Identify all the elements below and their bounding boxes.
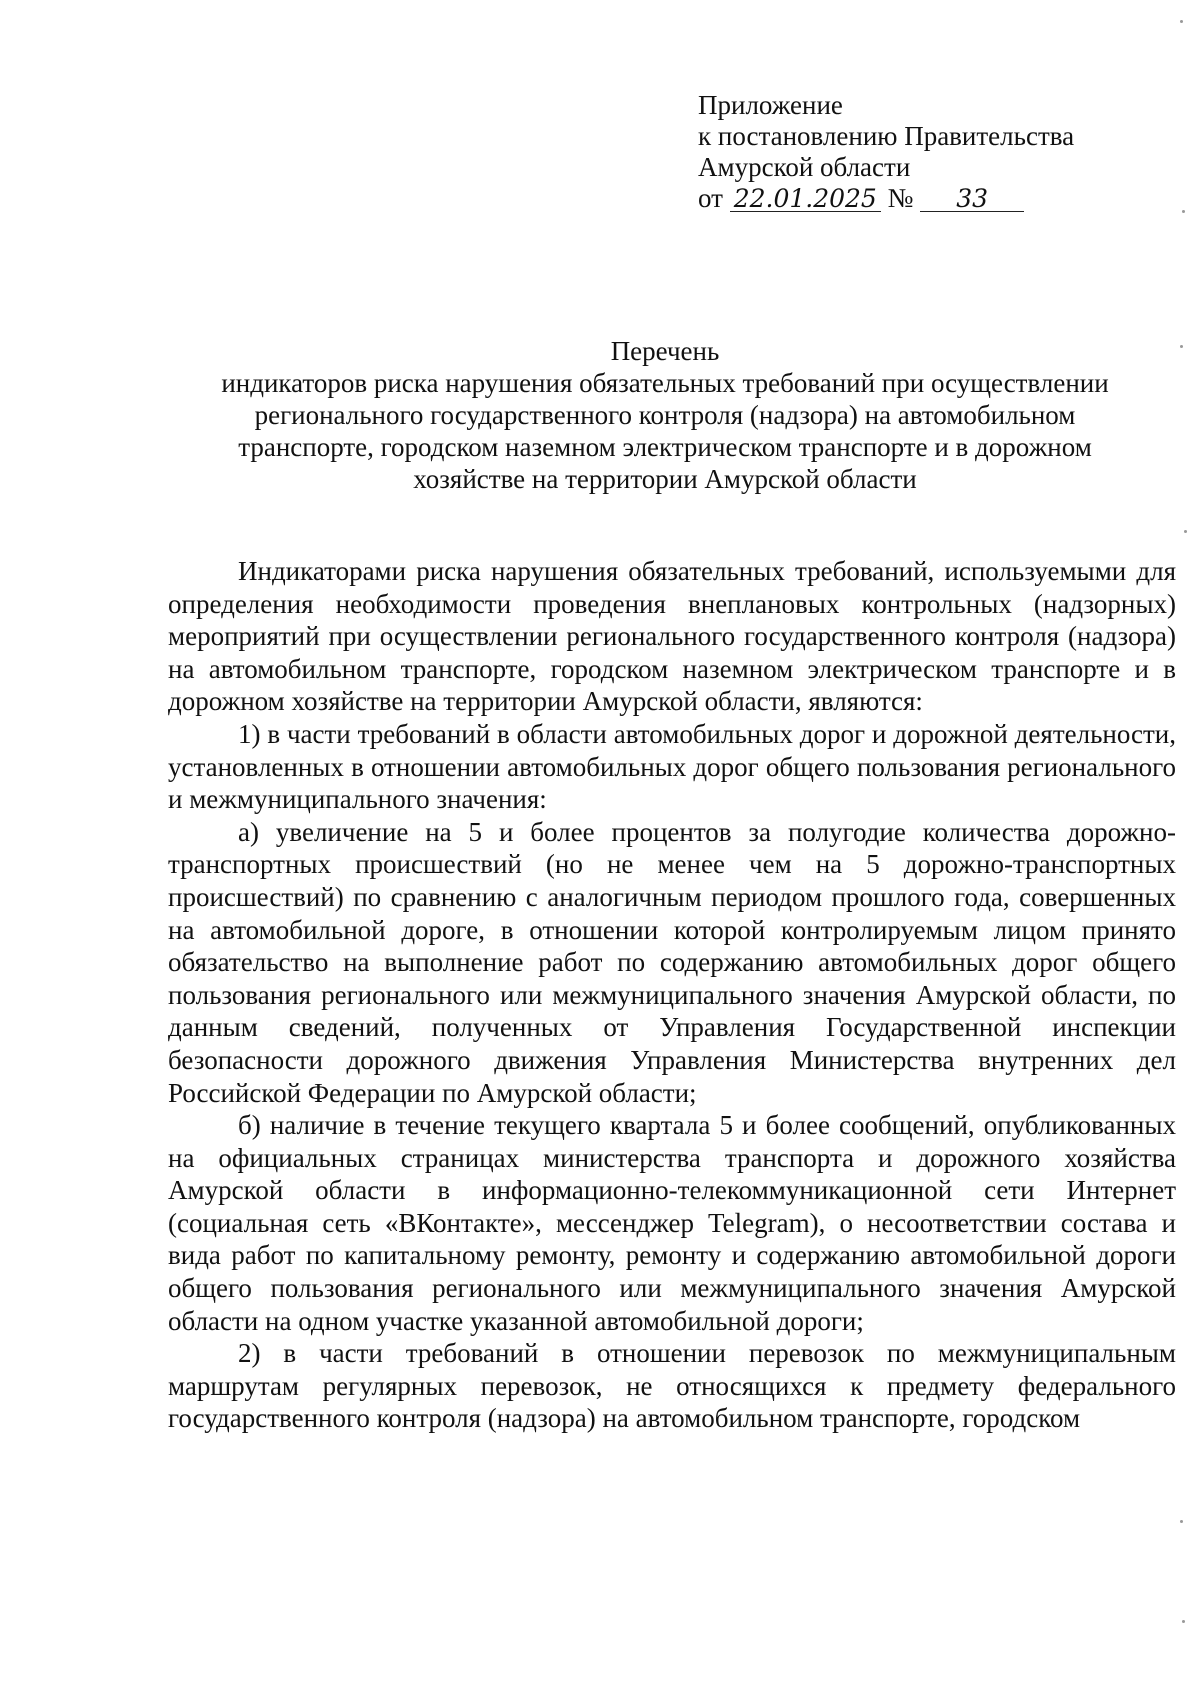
- title-line-3: транспорте, городском наземном электрическом транспорте и в дорожном: [238, 432, 1092, 462]
- title-line-1: индикаторов риска нарушения обязательных требований при осуществлении: [221, 368, 1109, 398]
- intro-paragraph: Индикаторами риска нарушения обязательных требований, используемыми для определения необходимости проведения внеплановых контрольных (надзорных) мероприятий при осуществлении регионального государственного контроля (надзора) на автомобильном транспорте, городском наземном электрическом транспорте и в дорожном хозяйстве на территории Амурской области, являются:: [168, 556, 1176, 717]
- title-line-4: хозяйстве на территории Амурской области: [413, 464, 917, 494]
- scan-artifact: [1182, 1620, 1185, 1623]
- scan-artifact: [1180, 345, 1183, 348]
- item-1-paragraph: 1) в части требований в области автомобильных дорог и дорожной деятельности, установленных в отношении автомобильных дорог общего пользования регионального и межмуниципального значения:: [168, 718, 1176, 815]
- appendix-resolution-ref: к постановлению Правительства: [698, 121, 1075, 151]
- item-1b-paragraph: б) наличие в течение текущего квартала 5 и более сообщений, опубликованных на официальных страницах министерства транспорта и дорожного хозяйства Амурской области в информационно-телекоммуникационной сети Интернет (социальная сеть «ВКонтакте», мессенджер Telegram), о несоответствии состава и вида работ по капитальному ремонту, ремонту и содержанию автомобильной дороги общего пользования регионального или межмуниципального значения Амурской области на одном участке указанной автомобильной дороги;: [168, 1110, 1176, 1336]
- item-1a-paragraph: а) увеличение на 5 и более процентов за полугодие количества дорожно-транспортных происшествий (но не менее чем на 5 дорожно-транспортных происшествий) по сравнению с аналогичным периодом прошлого года, совершенных на автомобильной дороге, в отношении которой контролируемым лицом принято обязательство на выполнение работ по содержанию автомобильных дорог общего пользования регионального или межмуниципального значения Амурской области, по данным сведений, полученных от Управления Государственной инспекции безопасности дорожного движения Управления Министерства внутренних дел Российской Федерации по Амурской области;: [168, 816, 1176, 1108]
- title-line-2: регионального государственного контроля (надзора) на автомобильном: [254, 400, 1076, 430]
- document-title: [150, 335, 1180, 495]
- scan-artifact: [1180, 1520, 1183, 1523]
- scan-artifact: [1184, 530, 1187, 533]
- scan-artifact: [1180, 20, 1183, 23]
- appendix-date-line: [698, 183, 1074, 214]
- handwritten-number: 33: [920, 187, 1024, 212]
- appendix-label: Приложение: [698, 90, 843, 120]
- date-prefix: от: [698, 183, 723, 213]
- title-heading: Перечень: [610, 336, 720, 366]
- handwritten-date: 22.01.2025: [730, 187, 881, 212]
- document-body: [168, 555, 1176, 1435]
- appendix-header: [698, 90, 1074, 214]
- scan-artifact: [1182, 210, 1185, 213]
- item-2-paragraph: 2) в части требований в отношении перевозок по межмуниципальным маршрутам регулярных перевозок, не относящихся к предмету федерального государственного контроля (надзора) на автомобильном транспорте, городском: [168, 1338, 1176, 1434]
- appendix-region: Амурской области: [698, 152, 911, 182]
- number-sign: №: [887, 183, 914, 213]
